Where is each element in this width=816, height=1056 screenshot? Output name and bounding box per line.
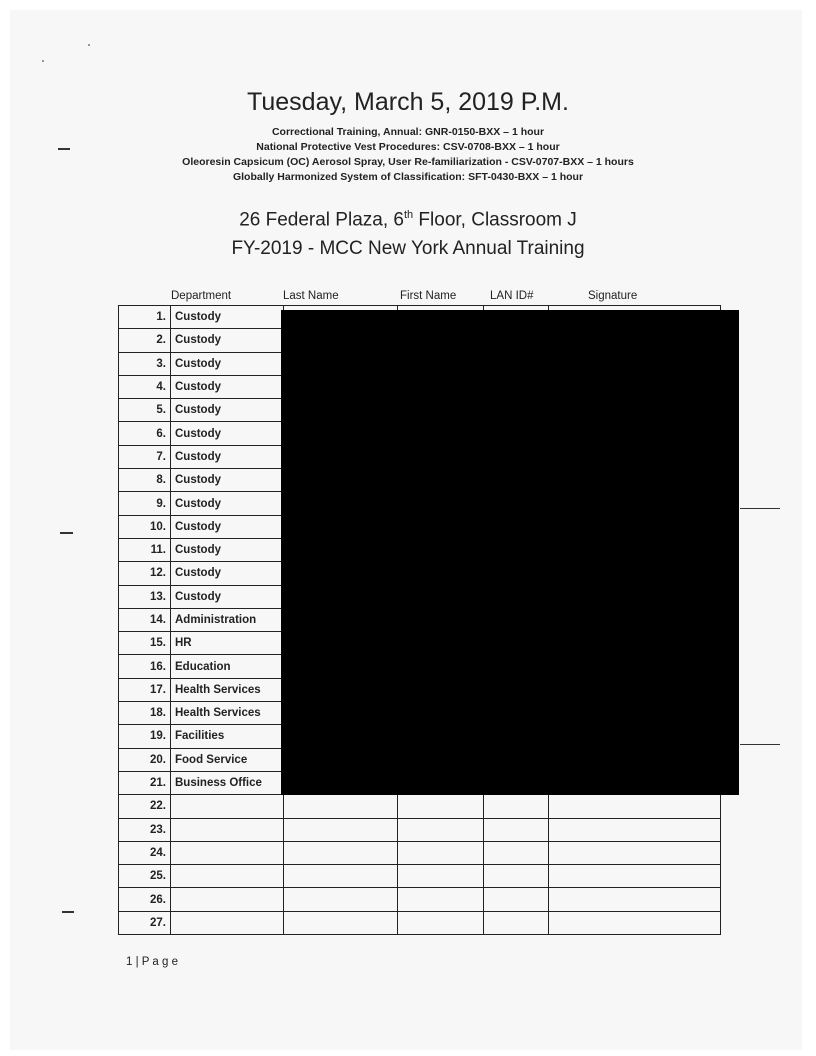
column-header-first-name: First Name [400, 290, 457, 302]
scan-mark [740, 508, 780, 509]
row-number: 17. [119, 678, 171, 701]
row-number: 18. [119, 702, 171, 725]
course-line: Oleoresin Capsicum (OC) Aerosol Spray, User Re-familiarization - CSV-0707-BXX – 1 hours [182, 156, 634, 168]
row-number: 15. [119, 632, 171, 655]
department-cell: Administration [171, 608, 284, 631]
column-header-lan-id: LAN ID# [490, 290, 534, 302]
course-line: National Protective Vest Procedures: CSV-0708-BXX – 1 hour [256, 141, 560, 153]
department-cell: Facilities [171, 725, 284, 748]
department-cell: Education [171, 655, 284, 678]
department-cell: Custody [171, 492, 284, 515]
table-row [119, 911, 721, 934]
first-name-cell [398, 795, 484, 818]
department-cell [171, 841, 284, 864]
department-cell: Custody [171, 469, 284, 492]
department-cell: Health Services [171, 678, 284, 701]
first-name-cell [398, 818, 484, 841]
scan-mark [60, 532, 73, 534]
department-cell [171, 795, 284, 818]
row-number: 14. [119, 608, 171, 631]
last-name-cell [284, 911, 398, 934]
row-number: 5. [119, 399, 171, 422]
column-header-signature: Signature [588, 290, 638, 302]
location-line [0, 209, 816, 231]
table-row [119, 888, 721, 911]
scan-speck [88, 44, 90, 46]
row-number: 25. [119, 865, 171, 888]
row-number: 1. [119, 306, 171, 329]
row-number: 22. [119, 795, 171, 818]
page-title: Tuesday, March 5, 2019 P.M. [247, 88, 569, 116]
lan-id-cell [484, 865, 549, 888]
department-cell: Custody [171, 538, 284, 561]
redaction-block [281, 310, 739, 795]
row-number: 11. [119, 538, 171, 561]
signature-cell [549, 841, 721, 864]
row-number: 12. [119, 562, 171, 585]
department-cell: Health Services [171, 702, 284, 725]
scan-mark [740, 744, 780, 745]
location-text: Floor, Classroom J [413, 209, 577, 231]
column-header-last-name: Last Name [283, 290, 339, 302]
last-name-cell [284, 795, 398, 818]
row-number: 4. [119, 375, 171, 398]
department-cell: Custody [171, 306, 284, 329]
lan-id-cell [484, 818, 549, 841]
signature-cell [549, 911, 721, 934]
row-number: 3. [119, 352, 171, 375]
department-cell: Custody [171, 585, 284, 608]
department-cell [171, 888, 284, 911]
last-name-cell [284, 888, 398, 911]
department-cell: Custody [171, 422, 284, 445]
department-cell: Custody [171, 515, 284, 538]
department-cell [171, 911, 284, 934]
column-header-department: Department [171, 290, 232, 302]
signature-cell [549, 865, 721, 888]
row-number: 7. [119, 445, 171, 468]
table-row [119, 795, 721, 818]
first-name-cell [398, 888, 484, 911]
department-cell: Custody [171, 562, 284, 585]
lan-id-cell [484, 841, 549, 864]
row-number: 27. [119, 911, 171, 934]
course-line: Globally Harmonized System of Classification: SFT-0430-BXX – 1 hour [232, 171, 584, 183]
row-number: 8. [119, 469, 171, 492]
row-number: 21. [119, 771, 171, 794]
first-name-cell [398, 911, 484, 934]
department-cell: Custody [171, 375, 284, 398]
row-number: 13. [119, 585, 171, 608]
first-name-cell [398, 865, 484, 888]
department-cell: Business Office [171, 771, 284, 794]
row-number: 16. [119, 655, 171, 678]
row-number: 24. [119, 841, 171, 864]
signature-cell [549, 888, 721, 911]
last-name-cell [284, 818, 398, 841]
signature-cell [549, 795, 721, 818]
table-row [119, 841, 721, 864]
row-number: 19. [119, 725, 171, 748]
department-cell [171, 818, 284, 841]
row-number: 9. [119, 492, 171, 515]
program-line: FY-2019 - MCC New York Annual Training [231, 238, 585, 259]
row-number: 20. [119, 748, 171, 771]
department-cell: Custody [171, 329, 284, 352]
lan-id-cell [484, 888, 549, 911]
last-name-cell [284, 865, 398, 888]
department-cell: HR [171, 632, 284, 655]
page-number: 1 | P a g e [126, 956, 179, 968]
department-cell: Custody [171, 352, 284, 375]
course-line: Correctional Training, Annual: GNR-0150-BXX – 1 hour [271, 126, 545, 138]
row-number: 10. [119, 515, 171, 538]
scan-speck [42, 60, 44, 62]
department-cell: Custody [171, 445, 284, 468]
row-number: 2. [119, 329, 171, 352]
table-row [119, 865, 721, 888]
signature-cell [549, 818, 721, 841]
first-name-cell [398, 841, 484, 864]
department-cell: Custody [171, 399, 284, 422]
last-name-cell [284, 841, 398, 864]
lan-id-cell [484, 795, 549, 818]
scan-mark [62, 911, 74, 913]
location-ordinal: th [403, 209, 414, 221]
row-number: 26. [119, 888, 171, 911]
table-row [119, 818, 721, 841]
lan-id-cell [484, 911, 549, 934]
row-number: 23. [119, 818, 171, 841]
row-number: 6. [119, 422, 171, 445]
department-cell: Food Service [171, 748, 284, 771]
department-cell [171, 865, 284, 888]
location-text: 26 Federal Plaza, 6 [239, 209, 404, 231]
